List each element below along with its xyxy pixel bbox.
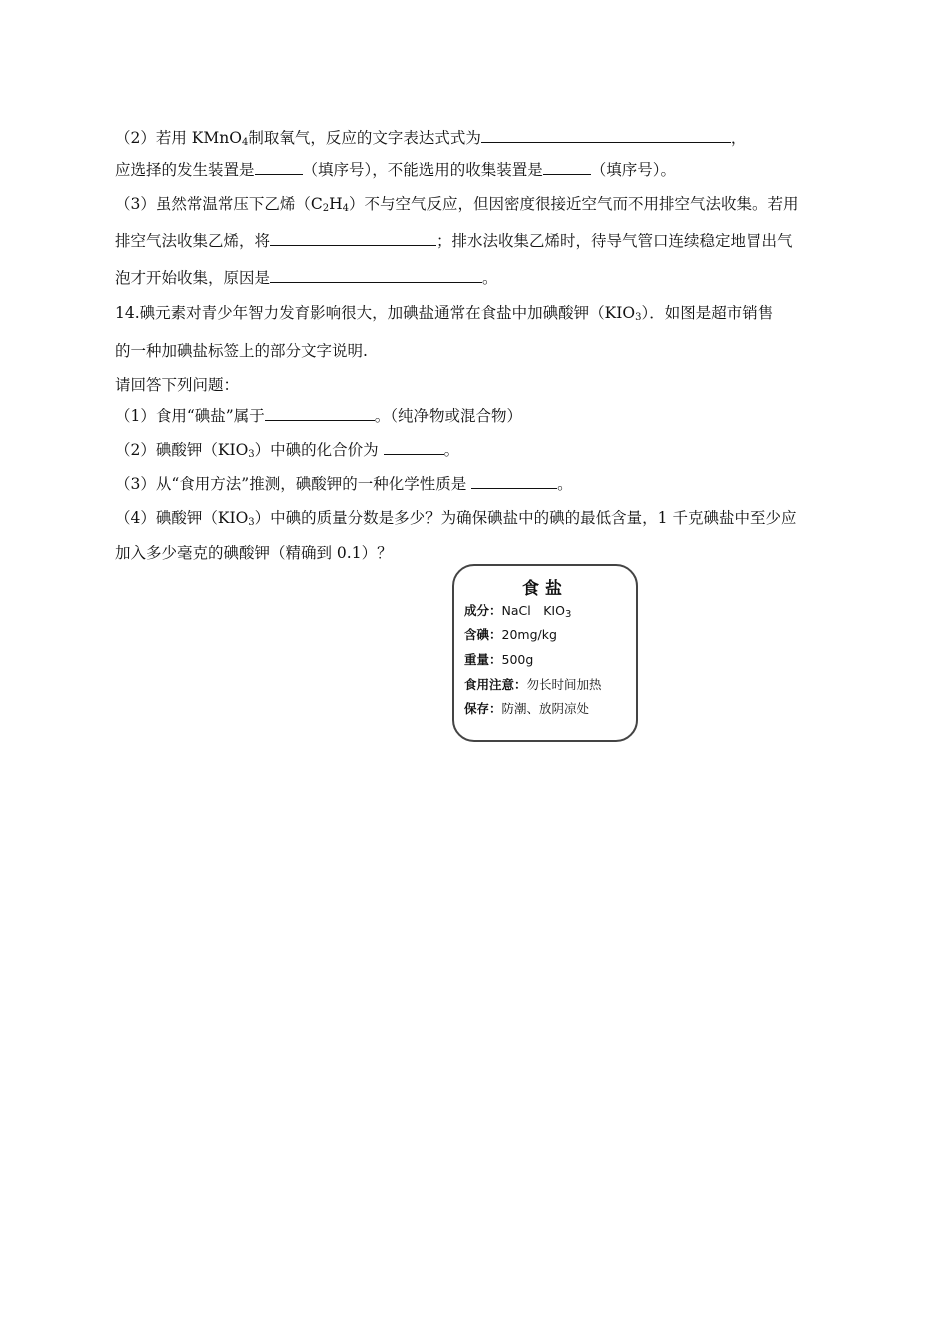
iodine-value: 20mg/kg <box>501 627 557 642</box>
q2-text-a: （2）若用 KMnO <box>115 129 242 147</box>
q14-intro-line2: 的一种加碘盐标签上的部分文字说明. <box>115 342 368 360</box>
q14-subscript-3: 3 <box>635 312 642 323</box>
notice-value: 勿长时间加热 <box>526 677 602 692</box>
salt-label-ingredients <box>464 603 571 619</box>
q3-line2-text-b: ；排水法收集乙烯时，待导气管口连续稳定地冒出气 <box>436 232 793 250</box>
ingredients-value: NaCl KIO <box>501 603 565 618</box>
q14-sub1-blank[interactable] <box>265 406 375 421</box>
q14-sub3-blank[interactable] <box>471 474 557 489</box>
q14-sub1 <box>115 406 522 426</box>
salt-label-weight <box>464 652 533 668</box>
q14-sub2-text-c: 。 <box>443 441 460 459</box>
q3-text-c: ）不与空气反应，但因密度很接近空气而不用排空气法收集。若用 <box>349 195 799 213</box>
q14-sub2-text-a: （2）碘酸钾（KIO <box>115 441 249 459</box>
q2-line2 <box>115 160 676 180</box>
q3-line3-text-b: 。 <box>482 269 498 287</box>
q2-line2-text-a: 应选择的发生装置是 <box>115 161 255 179</box>
salt-label-storage <box>464 701 589 717</box>
q3-subscript-2: 2 <box>322 203 330 214</box>
q14-prompt: 请回答下列问题： <box>115 376 240 394</box>
q14-sub2 <box>115 440 459 460</box>
salt-label-notice <box>464 677 602 693</box>
q2-text-b: 制取氧气，反应的文字表达式式为 <box>248 129 481 147</box>
q3-line2-text-a: 排空气法收集乙烯，将 <box>115 232 271 250</box>
q3-air-method-blank[interactable] <box>270 231 436 246</box>
q2-line2-text-b: （填序号），不能选用的收集装置是 <box>302 161 543 179</box>
q3-line3-text-a: 泡才开始收集，原因是 <box>115 269 271 287</box>
q2-collector-blank[interactable] <box>543 160 591 175</box>
q14-sub4-text-b: ）中碘的质量分数是多少？为确保碘盐中的碘的最低含量，1 千克碘盐中至少应 <box>254 509 797 527</box>
q2-line1 <box>115 128 746 148</box>
ingredients-subscript: 3 <box>564 609 572 620</box>
q14-sub2-subscript: 3 <box>248 449 255 460</box>
q14-sub3-text-a: （3）从“食用方法”推测，碘酸钾的一种化学性质是 <box>115 475 472 493</box>
q14-sub2-text-b: ）中碘的化合价为 <box>254 441 384 459</box>
q14-sub1-text-b: 。（纯净物或混合物） <box>374 407 522 425</box>
weight-key: 重量： <box>464 652 502 667</box>
q3-line3 <box>115 268 498 288</box>
q3-subscript-4: 4 <box>342 203 350 214</box>
q2-generator-blank[interactable] <box>255 160 303 175</box>
q3-line1 <box>115 194 799 214</box>
q14-sub2-blank[interactable] <box>384 440 444 455</box>
q3-text-a: （3）虽然常温常压下乙烯（C <box>115 195 323 213</box>
q14-intro-b: ）．如图是超市销售 <box>641 304 774 322</box>
q14-intro-a: 14.碘元素对青少年智力发育影响很大，加碘盐通常在食盐中加碘酸钾（KIO <box>115 304 636 322</box>
q2-subscript-4: 4 <box>241 137 249 148</box>
salt-label-iodine <box>464 627 557 643</box>
salt-label-card <box>452 564 638 742</box>
storage-key: 保存： <box>464 701 502 716</box>
q2-text-c: ， <box>730 129 747 147</box>
q3-reason-blank[interactable] <box>270 268 482 283</box>
notice-key: 食用注意： <box>464 677 527 692</box>
q14-sub4-text-a: （4）碘酸钾（KIO <box>115 509 249 527</box>
q3-line2 <box>115 231 793 251</box>
q3-text-h: H <box>329 195 343 213</box>
ingredients-key: 成分： <box>464 603 502 618</box>
q14-sub1-text-a: （1）食用“碘盐”属于 <box>115 407 265 425</box>
q14-sub4-line1 <box>115 508 796 528</box>
salt-label-title: 食盐 <box>522 579 568 599</box>
q14-sub3 <box>115 474 573 494</box>
q2-equation-blank[interactable] <box>481 128 731 143</box>
storage-value: 防潮、放阴凉处 <box>501 701 590 716</box>
weight-value: 500g <box>501 652 534 667</box>
q14-sub4-subscript: 3 <box>248 517 255 528</box>
q14-sub3-text-b: 。 <box>557 475 573 493</box>
q14-intro-line1 <box>115 303 773 323</box>
q14-sub4-line2: 加入多少毫克的碘酸钾（精确到 0.1）？ <box>115 544 393 562</box>
iodine-key: 含碘： <box>464 627 502 642</box>
q2-line2-text-c: （填序号）。 <box>590 161 677 179</box>
